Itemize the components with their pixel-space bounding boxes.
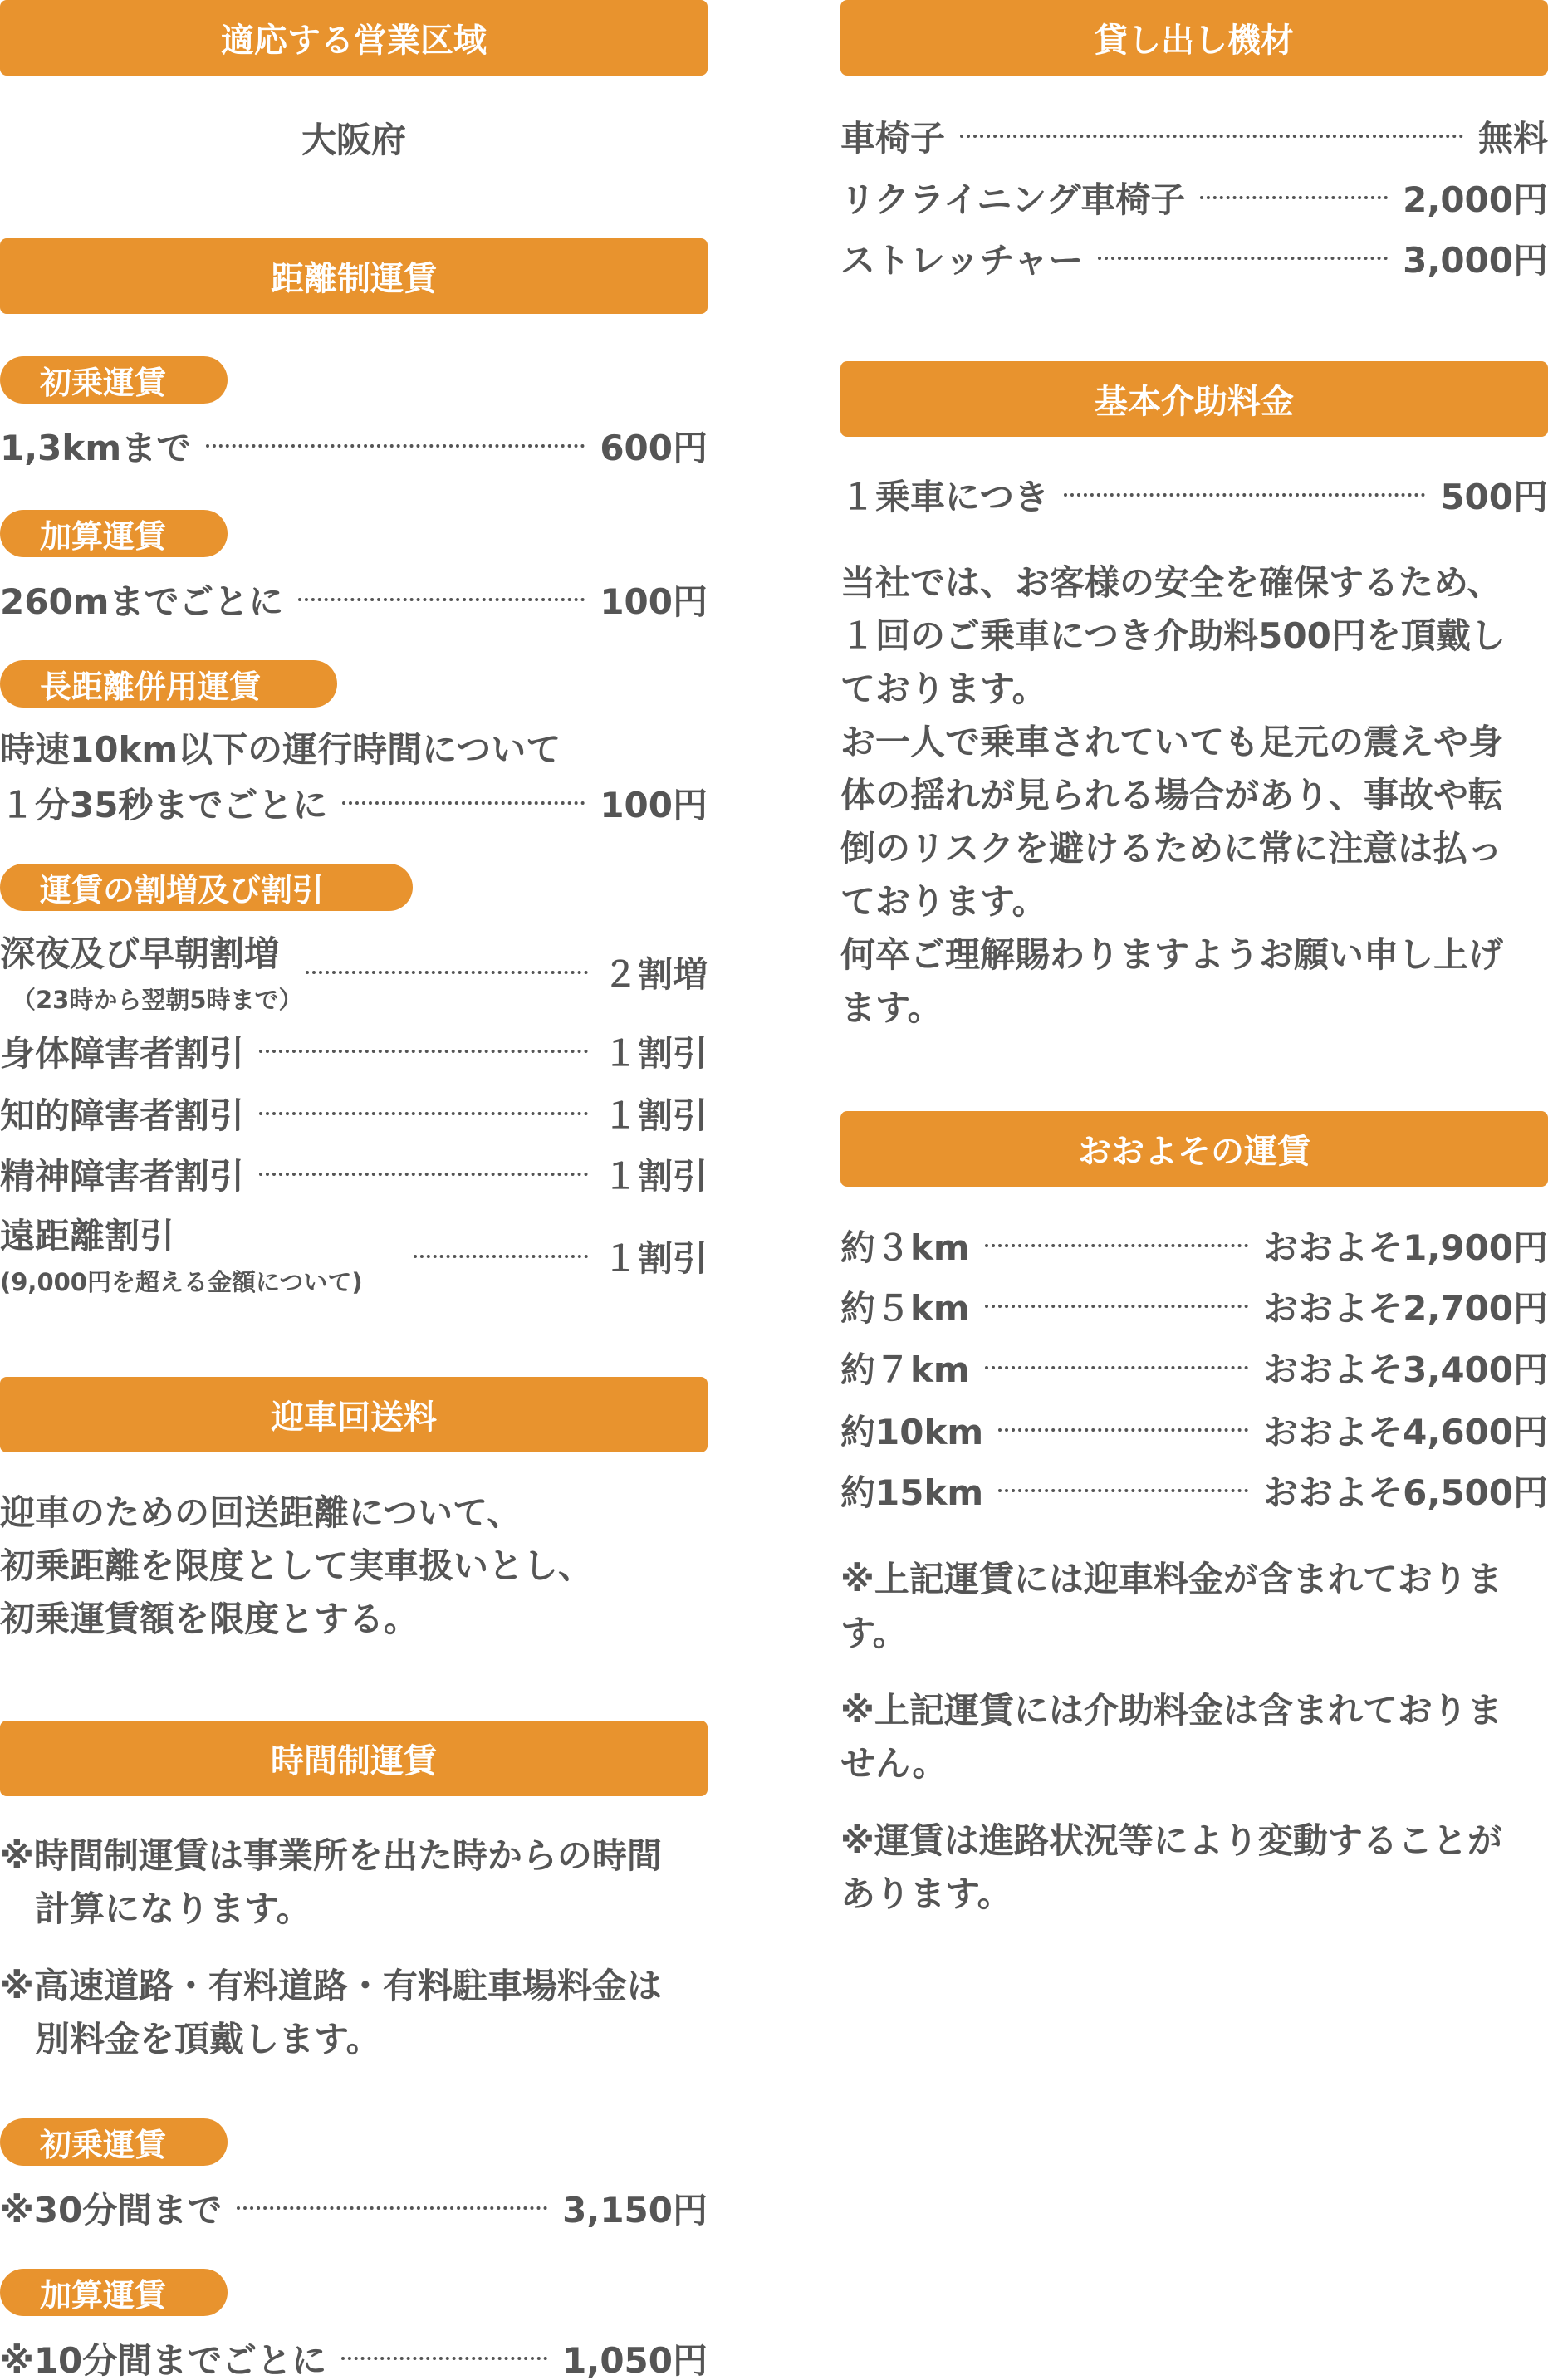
pill-discounts: 運賃の割増及び割引 (0, 864, 413, 911)
fare-row (0, 778, 708, 828)
area-value: 大阪府 (301, 120, 406, 160)
item-label: 約15km (840, 1472, 984, 1513)
assist-text-line: 当社では、お客様の安全を確保するため、 (840, 562, 1502, 603)
dotted-leader (298, 598, 585, 601)
fare-row (0, 2333, 708, 2380)
item-label: リクライニング車椅子 (840, 179, 1186, 220)
pill-add-fare: 加算運賃 (0, 510, 228, 557)
dotted-leader (985, 1366, 1248, 1369)
fare-row (0, 2183, 708, 2233)
fare-label: 知的障害者割引 (0, 1095, 245, 1136)
fare-label: 精神障害者割引 (0, 1156, 245, 1197)
pill-initial-fare: 初乗運賃 (0, 356, 228, 404)
fare-value: ２割増 (602, 954, 708, 995)
item-label: １乗車につき (840, 477, 1050, 517)
dotted-leader (237, 2206, 547, 2210)
fare-value: １割引 (602, 1033, 708, 1074)
pill-time-add: 加算運賃 (0, 2269, 228, 2316)
dotted-leader (259, 1173, 588, 1176)
time-note: ※時間制運賃は事業所を出た時からの時間 (0, 1835, 662, 1876)
dotted-leader (259, 1112, 588, 1115)
time-note: 計算になります。 (0, 1888, 311, 1929)
approx-note: あります。 (840, 1873, 1012, 1914)
fare-label: 260mまでごとに (0, 581, 284, 622)
fare-label: 1,3kmまで (0, 428, 192, 468)
left-column (0, 0, 708, 2380)
rental-row (840, 111, 1548, 161)
dotted-leader (998, 1428, 1248, 1432)
assist-text-line: お一人で乗車されていても足元の震えや身 (840, 722, 1504, 762)
assist-text-line: ます。 (840, 987, 943, 1028)
approx-note: ※上記運賃には迎車料金が含まれておりま (840, 1559, 1502, 1599)
fare-value: １割引 (602, 1238, 708, 1279)
approx-note: ※上記運賃には介助料金は含まれておりま (840, 1690, 1502, 1731)
fare-value: 1,050円 (562, 2340, 708, 2380)
item-label: 車椅子 (840, 118, 946, 159)
dotted-leader (206, 444, 585, 448)
dotted-leader (985, 1244, 1248, 1247)
fare-label: 遠距離割引 (0, 1216, 175, 1256)
fare-value: １割引 (602, 1095, 708, 1136)
long-fare-desc: 時速10km以下の運行時間について (0, 729, 561, 770)
fare-label: 身体障害者割引 (0, 1033, 245, 1074)
dotted-leader (998, 1489, 1248, 1492)
item-label: 約３km (840, 1227, 970, 1268)
fare-row (0, 1089, 708, 1139)
item-value: 3,000円 (1403, 240, 1548, 281)
assist-text-line: ております。 (840, 881, 1047, 922)
pill-time-initial: 初乗運賃 (0, 2118, 228, 2166)
pill-long-fare: 長距離併用運賃 (0, 660, 337, 708)
fare-sublabel: (9,000円を超える金額について) (0, 1268, 363, 1296)
fare-row (0, 421, 708, 471)
dotted-leader (1098, 257, 1388, 260)
fare-label: ※30分間まで (0, 2190, 223, 2231)
item-value: おおよそ3,400円 (1263, 1349, 1548, 1390)
assist-text-line: １回のご乗車につき介助料500円を頂戴し (840, 615, 1506, 656)
item-value: 2,000円 (1403, 179, 1548, 220)
section-header-time: 時間制運賃 (0, 1721, 708, 1796)
section-header-pickup: 迎車回送料 (0, 1377, 708, 1452)
fare-row (0, 1149, 708, 1199)
pickup-text: 初乗距離を限度として実車扱いとし、 (0, 1545, 594, 1586)
approx-row (840, 1466, 1548, 1516)
fare-sublabel: （23時から翌朝5時まで） (12, 986, 303, 1014)
fare-value: 100円 (600, 785, 708, 825)
assist-text-line: ております。 (840, 668, 1047, 709)
dotted-leader (306, 971, 588, 974)
dotted-leader (342, 801, 585, 805)
approx-row (840, 1405, 1548, 1455)
fare-label: 深夜及び早朝割増 (0, 933, 280, 974)
assist-text-line: 何卒ご理解賜わりますようお願い申し上げ (840, 934, 1504, 975)
approx-note: せん。 (840, 1743, 948, 1784)
dotted-leader (414, 1255, 588, 1258)
fare-value: １割引 (602, 1156, 708, 1197)
item-label: 約５km (840, 1288, 970, 1329)
item-value: 無料 (1477, 118, 1548, 159)
section-header-rental: 貸し出し機材 (840, 0, 1548, 76)
pickup-text: 初乗運賃額を限度とする。 (0, 1599, 419, 1639)
section-header-assist: 基本介助料金 (840, 361, 1548, 437)
assist-text-line: 倒のリスクを避けるために常に注意は払っ (840, 828, 1503, 869)
item-value: おおよそ4,600円 (1263, 1412, 1548, 1452)
pickup-text: 迎車のための回送距離について、 (0, 1492, 522, 1533)
time-note: 別料金を頂戴します。 (0, 2019, 381, 2059)
item-value: おおよそ6,500円 (1263, 1472, 1548, 1513)
dotted-leader (1064, 493, 1425, 497)
approx-row (840, 1343, 1548, 1393)
rental-row (840, 233, 1548, 283)
item-value: おおよそ1,900円 (1263, 1227, 1548, 1268)
fare-row (0, 575, 708, 624)
dotted-leader (259, 1050, 588, 1053)
section-header-distance: 距離制運賃 (0, 238, 708, 314)
item-label: ストレッチャー (840, 240, 1084, 281)
fare-value: 600円 (600, 428, 708, 468)
fare-value: 100円 (600, 581, 708, 622)
approx-row (840, 1221, 1548, 1271)
approx-row (840, 1281, 1548, 1331)
section-header-approx: おおよその運賃 (840, 1111, 1548, 1187)
approx-note: ※運賃は進路状況等により変動することが (840, 1820, 1502, 1861)
item-value: 500円 (1440, 477, 1548, 517)
fare-row-far (0, 1232, 708, 1281)
item-label: 約10km (840, 1412, 984, 1452)
fare-value: 3,150円 (562, 2190, 708, 2231)
item-value: おおよそ2,700円 (1263, 1288, 1548, 1329)
time-note: ※高速道路・有料道路・有料駐車場料金は (0, 1966, 662, 2006)
section-header-area: 適応する営業区域 (0, 0, 708, 76)
dotted-leader (341, 2357, 547, 2360)
fare-row (0, 1026, 708, 1076)
assist-row (840, 470, 1548, 520)
assist-text-line: 体の揺れが見られる場合があり、事故や転 (840, 775, 1504, 815)
dotted-leader (960, 135, 1463, 138)
approx-note: す。 (840, 1613, 908, 1653)
fare-label: １分35秒までごとに (0, 785, 328, 825)
fare-label: ※10分間までごとに (0, 2340, 327, 2380)
dotted-leader (1200, 196, 1388, 199)
item-label: 約７km (840, 1349, 970, 1390)
rental-row (840, 173, 1548, 223)
right-column (840, 0, 1548, 2380)
dotted-leader (985, 1305, 1248, 1308)
